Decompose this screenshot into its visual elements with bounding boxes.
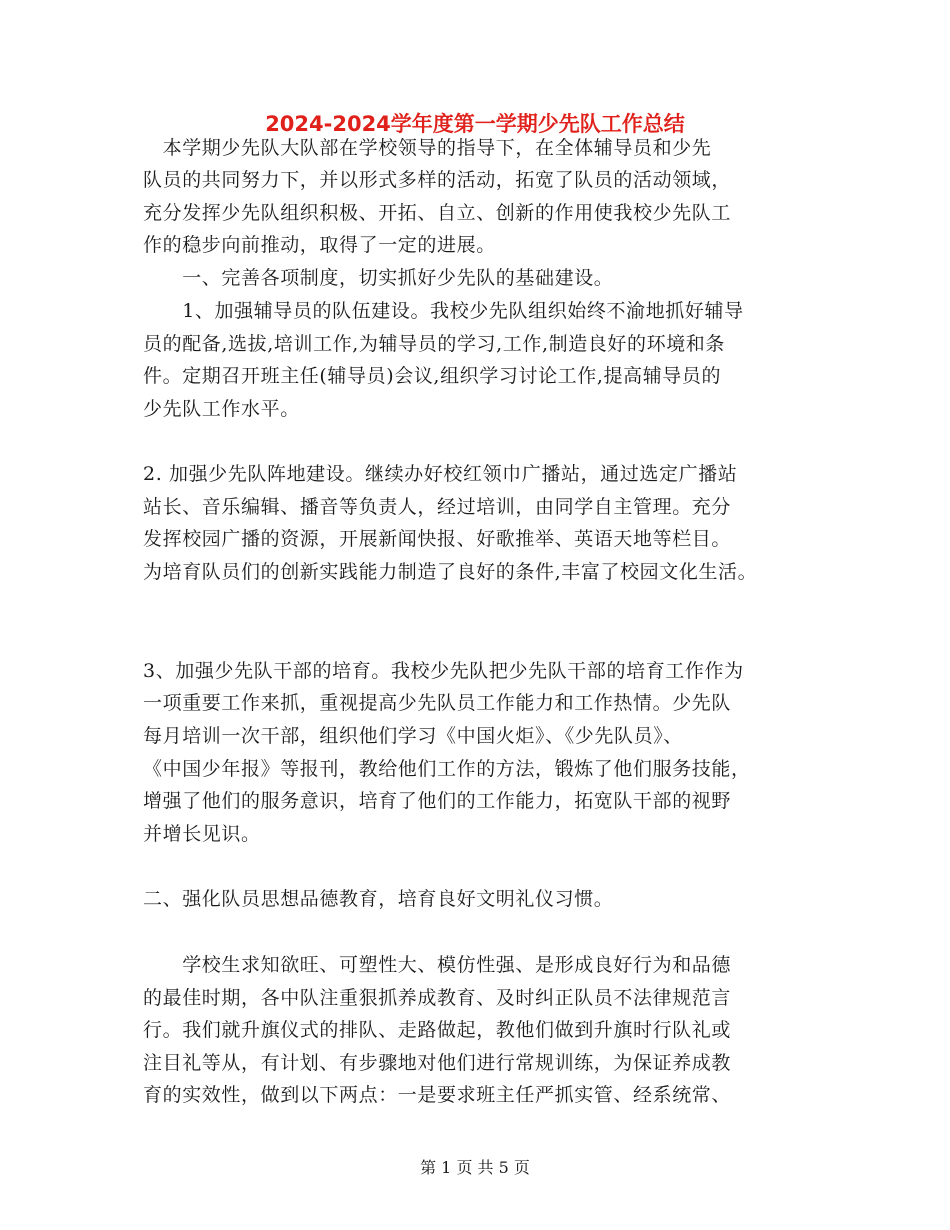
text-line: 每月培训一次干部，组织他们学习《中国火炬》、《少先队员》、 [143,725,683,747]
document-title: 2024-2024学年度第一学期少先队工作总结 [265,112,685,136]
text-line: 2. 加强少先队阵地建设。继续办好校红领巾广播站，通过选定广播站 [143,463,738,485]
section-heading: 二、强化队员思想品德教育，培育良好文明礼仪习惯。 [143,888,614,910]
text-line: 发挥校园广播的资源，开展新闻快报、好歌推举、英语天地等栏目。 [143,528,732,550]
text-line: 增强了他们的服务意识，培育了他们的工作能力，拓宽队干部的视野 [143,790,732,812]
section-heading: 一、完善各项制度，切实抓好少先队的基础建设。 [143,267,614,289]
page-number: 第 1 页 共 5 页 [420,1158,530,1177]
text-line: 件。定期召开班主任(辅导员)会议,组织学习讨论工作,提高辅导员的 [143,365,722,387]
text-line: 1、加强辅导员的队伍建设。我校少先队组织始终不渝地抓好辅导 [143,300,744,322]
text-line: 育的实效性，做到以下两点：一是要求班主任严抓实管、经系统常、 [143,1084,732,1106]
text-line: 学校生求知欲旺、可塑性大、模仿性强、是形成良好行为和品德 [143,954,732,976]
text-line: 行。我们就升旗仪式的排队、走路做起，教他们做到升旗时行队礼或 [143,1019,732,1041]
text-line: 注目礼等从，有计划、有步骤地对他们进行常规训练，为保证养成教 [143,1052,732,1074]
text-line: 《中国少年报》等报刊，教给他们工作的方法，锻炼了他们服务技能， [143,758,751,780]
text-line: 3、加强少先队干部的培育。我校少先队把少先队干部的培育工作作为 [143,660,744,682]
text-line: 为培育队员们的创新实践能力制造了良好的条件,丰富了校园文化生活。 [143,561,758,583]
text-line: 少先队工作水平。 [143,398,300,420]
text-line: 队员的共同努力下，并以形式多样的活动，拓宽了队员的活动领域， [143,169,732,191]
text-line: 充分发挥少先队组织积极、开拓、自立、创新的作用使我校少先队工 [143,202,732,224]
text-line: 员的配备,选拔,培训工作,为辅导员的学习,工作,制造良好的环境和条 [143,333,725,355]
text-line: 一项重要工作来抓，重视提高少先队员工作能力和工作热情。少先队 [143,692,732,714]
text-line: 站长、音乐编辑、播音等负责人，经过培训，由同学自主管理。充分 [143,496,732,518]
text-line: 作的稳步向前推动，取得了一定的进展。 [143,234,496,256]
text-line: 的最佳时期，各中队注重狠抓养成教育、及时纠正队员不法律规范言 [143,987,732,1009]
text-line: 本学期少先队大队部在学校领导的指导下，在全体辅导员和少先 [143,137,712,159]
text-line: 并增长见识。 [143,823,261,845]
